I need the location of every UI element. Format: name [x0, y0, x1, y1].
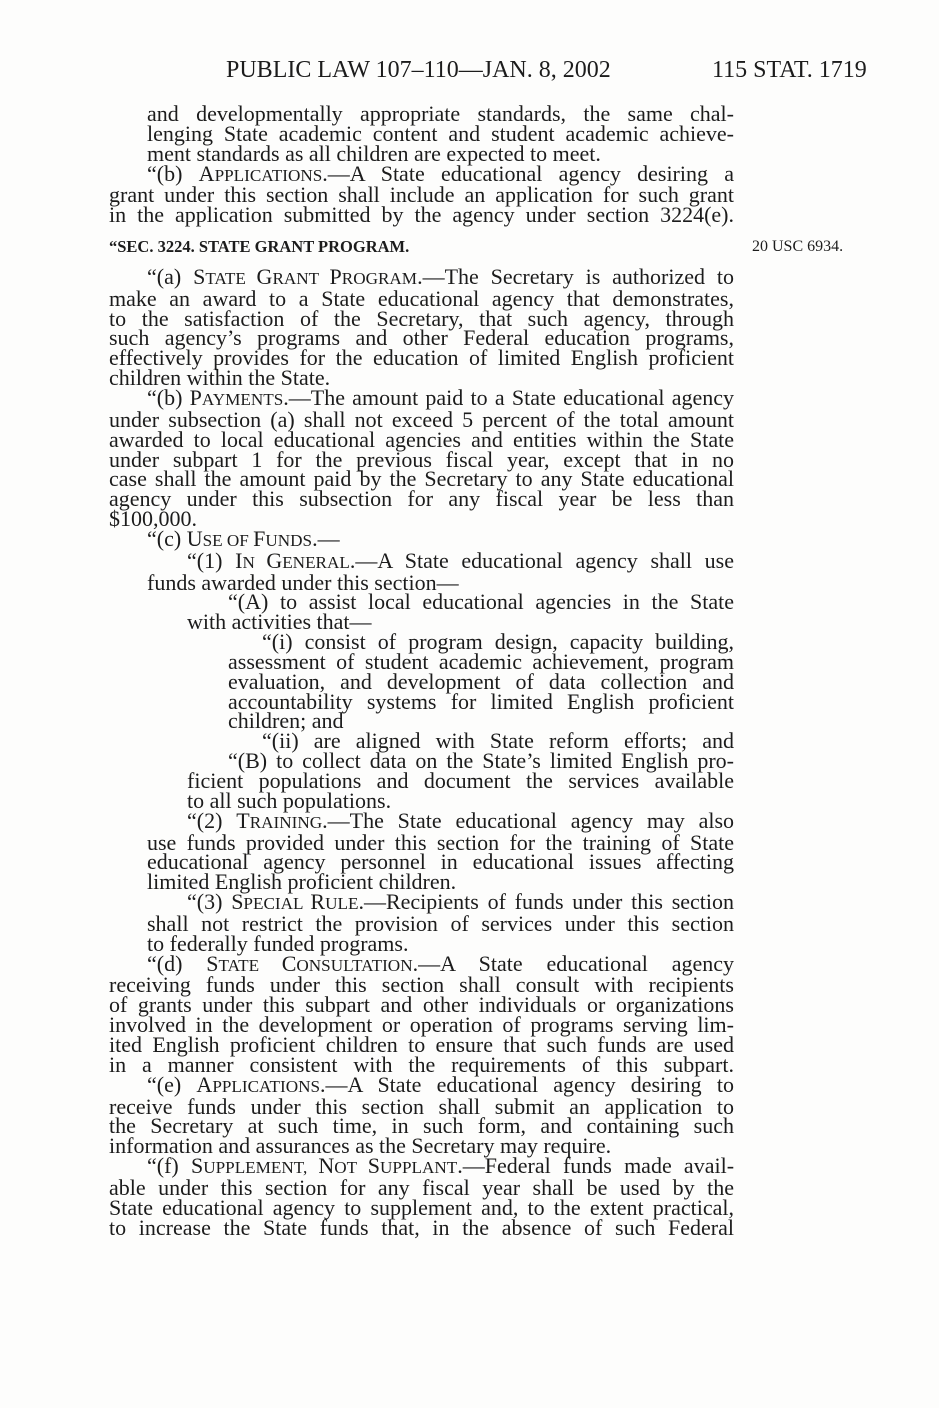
- small-cap-initial: A: [196, 1071, 213, 1097]
- section-title: “SEC. 3224. STATE GRANT PROGRAM.: [109, 237, 410, 257]
- text-line: agency under this subsection for any fiscal year be less than: [109, 486, 734, 512]
- small-cap-initial: P: [329, 263, 342, 289]
- paragraph-label: “(2): [187, 807, 223, 833]
- small-cap-initial: T: [236, 807, 250, 833]
- stat-page-number: 115 STAT. 1719: [712, 57, 867, 83]
- paragraph-label: “(3): [187, 889, 223, 915]
- clause-label: “(ii): [262, 728, 299, 754]
- text-line: case shall the amount paid by the Secretary to any State educational: [109, 466, 734, 492]
- small-cap-initial: G: [256, 263, 273, 289]
- subsection-label: “(b): [147, 160, 183, 186]
- paragraph-heading: SPECIAL RULE: [231, 889, 359, 915]
- subsection-c-use-of-funds: [109, 525, 735, 956]
- text-line: grant under this section shall include an application for such grant: [109, 182, 734, 208]
- text-line: $100,000.: [109, 506, 197, 532]
- text-line: funds awarded under this section—: [147, 569, 459, 595]
- line-text: .—A State educational agency desiring to: [320, 1071, 735, 1097]
- text-line: children; and: [228, 708, 344, 734]
- text-line: to increase the State funds that, in the absence of such Federal: [109, 1214, 734, 1240]
- small-cap-initial: S: [193, 263, 206, 289]
- paragraph-2-training: [109, 807, 735, 895]
- text-line: ficient populations and document the services available: [187, 768, 734, 793]
- subsection-heading: STATE GRANT PROGRAM: [193, 263, 418, 289]
- line-text: to assist local educational agencies in the State: [279, 589, 735, 615]
- text-line: information and assurances as the Secretary may require.: [109, 1133, 612, 1159]
- subsection-a-state-grant-program: [109, 263, 734, 391]
- section-heading: [109, 237, 844, 257]
- subsection-heading: APPLICATIONS: [196, 1071, 321, 1097]
- line-text: .—A State educational agency desiring a: [322, 160, 735, 186]
- text-line: under subsection (a) shall not exceed 5 percent of the total amount: [109, 406, 734, 432]
- line-text: .—The Secretary is authorized to: [417, 263, 734, 289]
- continuation-paragraph: [109, 101, 734, 166]
- paragraph-heading: IN GENERAL: [235, 547, 350, 573]
- subsection-b-applications: [109, 160, 735, 228]
- text-line: involved in the development or operation of programs serving lim-: [109, 1012, 734, 1038]
- subsection-label: “(e): [147, 1071, 182, 1097]
- line-text: .—The State educational agency may also: [322, 807, 735, 833]
- line-text: .—A State educational agency shall use: [349, 547, 735, 573]
- line-text: .—Federal funds made avail-: [457, 1153, 735, 1179]
- running-head: PUBLIC LAW 107–110—JAN. 8, 2002: [226, 57, 611, 83]
- text-line: ited English proficient children to ensure that such funds are used: [109, 1031, 734, 1057]
- subsection-label: “(c): [147, 525, 182, 551]
- subsection-label: “(a): [147, 263, 182, 289]
- text-line: effectively provides for the education of limited English proficient: [109, 345, 734, 371]
- text-line: assessment of student academic achievement, program: [228, 648, 734, 674]
- text-line: to all such populations.: [187, 787, 392, 813]
- subparagraph-label: “(B): [228, 748, 268, 774]
- text-line: limited English proficient children.: [147, 869, 457, 895]
- clause-i: [109, 629, 735, 734]
- text-line: such agency’s programs and other Federal education programs,: [109, 325, 734, 351]
- text-line: State educational agency to supplement and, to the extent practical,: [109, 1194, 734, 1220]
- small-cap-initial: G: [266, 547, 283, 573]
- small-cap-initial: S: [231, 889, 244, 915]
- text-line: ment standards as all children are expected to meet.: [147, 140, 601, 166]
- text-line: receive funds under this section shall submit an application to: [109, 1093, 734, 1119]
- body-text: [109, 101, 844, 1240]
- small-cap-initial: P: [189, 384, 202, 410]
- text-line: make an award to a State educational agency that demonstrates,: [109, 285, 734, 311]
- text-line: to federally funded programs.: [147, 930, 409, 956]
- small-cap-initial: I: [235, 547, 243, 573]
- subsection-label: “(f): [147, 1153, 179, 1179]
- text-line: children within the State.: [109, 365, 331, 391]
- text-line: awarded to local educational agencies and entities within the State: [109, 426, 734, 452]
- line-text: .—: [312, 525, 340, 551]
- paragraph-1-in-general: [109, 547, 735, 813]
- line-text: are aligned with State reform efforts; and: [313, 728, 734, 754]
- text-line: in a manner consistent with the requirements of this subpart.: [109, 1051, 734, 1077]
- text-line: accountability systems for limited English proficient: [228, 688, 734, 714]
- text-line: the Secretary at such time, in such form, and containing such: [109, 1113, 734, 1139]
- text-line: able under this section for any fiscal year shall be used by the: [109, 1174, 734, 1200]
- text-line: of grants under this subpart and other individuals or organizations: [109, 992, 734, 1018]
- small-cap-initial: F: [253, 525, 266, 551]
- small-cap-initial: S: [367, 1153, 381, 1179]
- text-line: and developmentally appropriate standards, the same chal-: [147, 101, 734, 126]
- clause-label: “(i): [262, 629, 293, 655]
- subsection-b-payments: [109, 384, 735, 532]
- line-text: .—The amount paid to a State educational agency: [283, 384, 735, 410]
- subsection-heading: SUPPLEMENT, NOT SUPPLANT: [190, 1153, 458, 1179]
- text-line: evaluation, and development of data collection and: [228, 668, 734, 694]
- paragraph-3-special-rule: [109, 889, 735, 956]
- text-line: use funds provided under this section for the training of State: [147, 829, 734, 855]
- paragraph-label: “(1): [187, 547, 223, 573]
- text-line: with activities that—: [187, 609, 372, 635]
- subsection-f-supplement-not-supplant: [109, 1153, 735, 1240]
- small-cap-initial: C: [281, 950, 297, 976]
- text-line: lenging State academic content and student academic achieve-: [147, 120, 734, 146]
- line-text: .—Recipients of funds under this section: [358, 889, 735, 915]
- subsection-heading: APPLICATIONS: [198, 160, 323, 186]
- text-line: under subpart 1 for the previous fiscal year, except that in no: [109, 446, 734, 472]
- small-cap-initial: N: [318, 1153, 335, 1179]
- paragraph-heading: TRAINING: [236, 807, 323, 833]
- subparagraph-A: [109, 589, 735, 754]
- subsection-heading: USE OF FUNDS: [186, 525, 313, 551]
- small-cap-initial: S: [190, 1153, 204, 1179]
- subsection-d-state-consultation: [109, 950, 735, 1077]
- small-cap-initial: R: [310, 889, 326, 915]
- subsection-heading: STATE CONSULTATION: [206, 950, 413, 976]
- subparagraph-B: [109, 748, 734, 813]
- text-line: in the application submitted by the agency under section 3224(e).: [109, 202, 734, 228]
- small-cap-initial: U: [186, 525, 203, 551]
- text-line: receiving funds under this section shall consult with recipients: [109, 972, 734, 998]
- subparagraph-label: “(A): [228, 589, 269, 615]
- subsection-heading: PAYMENTS: [189, 384, 284, 410]
- small-cap-initial: A: [198, 160, 215, 186]
- text-line: shall not restrict the provision of services under this section: [147, 910, 734, 936]
- line-text: .—A State educational agency: [412, 950, 735, 976]
- line-text: to collect data on the State’s limited English pro-: [276, 748, 734, 774]
- subsection-label: “(d): [147, 950, 183, 976]
- text-line: to the satisfaction of the Secretary, that such agency, through: [109, 305, 734, 331]
- small-cap-initial: S: [206, 950, 219, 976]
- subsection-label: “(b): [147, 384, 183, 410]
- line-text: consist of program design, capacity building,: [304, 629, 735, 655]
- text-line: educational agency personnel in educational issues affecting: [147, 849, 734, 875]
- margin-note-citation: 20 USC 6934.: [752, 238, 844, 256]
- subsection-e-applications: [109, 1071, 735, 1159]
